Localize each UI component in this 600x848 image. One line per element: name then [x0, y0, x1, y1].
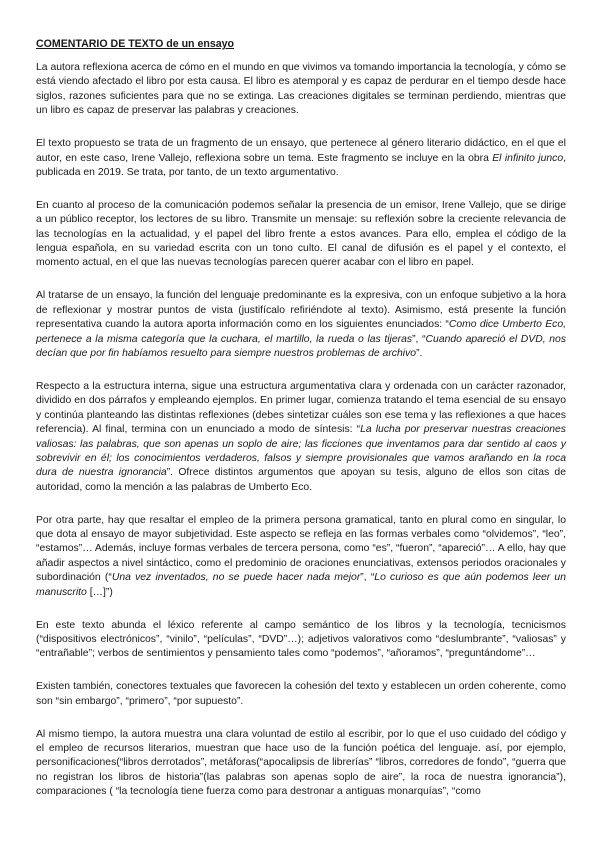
paragraph-lexicon	[36, 619, 566, 662]
quote-run: Cuando apareció el DVD, nos decían que por fin habíamos resuelto para siempre nuestros problemas de archivo	[36, 333, 567, 359]
text-run: Al tratarse de un ensayo, la función del lenguaje predominante es la expresiva, con un enfoque subjetivo a la hora de reflexionar y mostrar puntos de vista (justifícalo refiriéndote al texto). Asimismo, está presente la función representativa cuando la autora aporta información como en los siguientes enunciados: “	[36, 290, 566, 331]
quote-run: Como dice Umberto Eco, pertenece a la misma categoría que la cuchara, el martillo, la rueda o las tijeras	[36, 319, 566, 345]
quote-run: Una vez inventados, no se puede hacer nada mejor	[111, 572, 361, 584]
text-run: La autora reflexiona acerca de cómo en el mundo en que vivimos va tomando importancia la tecnología, y cómo se está viendo afectado el libro por esta causa. El libro es atemporal y es capaz de perdurar en el tiempo desde hace siglos, razones suficientes para que no se extinga. Las creaciones digitales se terminan perdiendo, mientras que un libro es capaz de preservar las palabras y creaciones.	[36, 62, 566, 117]
text-run: Respecto a la estructura interna, sigue una estructura argumentativa clara y ordenada con un carácter razonador, dividido en dos párrafos y empleando ejemplos. En primer lugar, comienza tratando el tema esencial de su ensayo y continúa planteando las distintas reflexiones (debes sintetizar cuáles son ese tema y las reflexiones a que haces referencia). Al final, termina con un enunciado a modo de síntesis: “	[36, 380, 566, 436]
text-run: , publicada en 2019. Se trata, por tanto, de un texto argumentativo.	[36, 152, 566, 178]
text-run: En cuanto al proceso de la comunicación podemos señalar la presencia de un emisor, Irene Vallejo, que se dirige a un público receptor, los lectores de su libro. Transmite un mensaje: su reflexión sobre la creciente relevancia de las tecnologías en la actualidad, y el papel del libro frente a estos avances. Para ello, emplea el código de la lengua española, en su variedad escrita con un tono culto. El canal de difusión es el papel y el contexto, el momento actual, en el que las nuevas tecnologías parecen querer acabar con el libro en papel.	[36, 199, 566, 269]
book-title: El infinito junco	[492, 152, 564, 164]
quote-run: Lo curioso es que aún podemos leer un manuscrito	[36, 572, 566, 598]
paragraph-genre	[36, 137, 566, 180]
text-run: ”, “	[360, 572, 375, 584]
paragraph-intro	[36, 61, 566, 119]
text-run: ”.	[416, 348, 423, 359]
text-run: ”, “	[412, 333, 426, 345]
paragraph-style	[36, 728, 566, 800]
text-run: En este texto abunda el léxico referente al campo semántico de los libros y la tecnología, tecnicismos (“dispositivos electrónicos”, “vinilo”, “películas”, “DVD”…); adjetivos valorativos como “deslumbrante”, “valiosas” y “entrañable”; verbos de sentimientos y pensamiento tales como “podemos”, “añoramos”, “preguntándome”…	[36, 619, 566, 660]
paragraph-grammar	[36, 514, 566, 600]
text-run: Existen también, conectores textuales que favorecen la cohesión del texto y establecen un orden coherente, como son “sin embargo”, “primero”, “por supuesto”.	[36, 681, 566, 707]
paragraph-language-function	[36, 289, 566, 361]
paragraph-connectors	[36, 680, 566, 709]
text-run: El texto propuesto se trata de un fragmento de un ensayo, que pertenece al género literario didáctico, en el que el autor, en este caso, Irene Vallejo, reflexiona sobre un tema. Este fragmento se incluye en la obra	[36, 138, 566, 164]
text-run: ”. Ofrece distintos argumentos que apoyan su tesis, alguno de ellos son citas de autoridad, como la mención a las palabras de Umberto Eco.	[36, 467, 566, 493]
paragraph-internal-structure	[36, 380, 566, 495]
text-run: […]”)	[86, 586, 113, 598]
paragraph-communication	[36, 199, 566, 271]
document-title: COMENTARIO DE TEXTO de un ensayo	[36, 38, 234, 50]
text-run: Al mismo tiempo, la autora muestra una clara voluntad de estilo al escribir, por lo que el uso cuidado del código y el empleo de recursos literarios, muestran que hace uso de la función poética del lenguaje. así, por ejemplo, personificaciones(“libros derrotados”, metáforas(“apocalipsis de librerías” “libros, corredores de fondo”, “guerra que no registran los libros de historia”(las palabras son apenas soplo de aire”, la roca de nuestra ignorancia”), comparaciones ( “la tecnología tiene fuerza como para destronar a antiguas monarquías”, “como	[36, 728, 566, 798]
text-run: Por otra parte, hay que resaltar el empleo de la primera persona gramatical, tanto en plural como en singular, lo que dota al ensayo de mayor subjetividad. Este aspecto se refleja en las formas verbales como “olvidemos”, “leo”, “estamos”… Además, incluye formas verbales de tercera persona, como “es”, “fueron”, “apareció”… A ello, hay que añadir aspectos a nivel sintáctico, como el predominio de oraciones enunciativas, extensos periodos oracionales y subordinación (“	[36, 514, 566, 584]
quote-run: La lucha por preservar nuestras creaciones valiosas: las palabras, que son apenas un soplo de aire; las ficciones que inventamos para dar sentido al caos y sobrevivir en él; los conocimientos verdaderos, falsos y siempre provisionales que vamos arañando en la roca dura de nuestra ignorancia	[36, 424, 567, 479]
